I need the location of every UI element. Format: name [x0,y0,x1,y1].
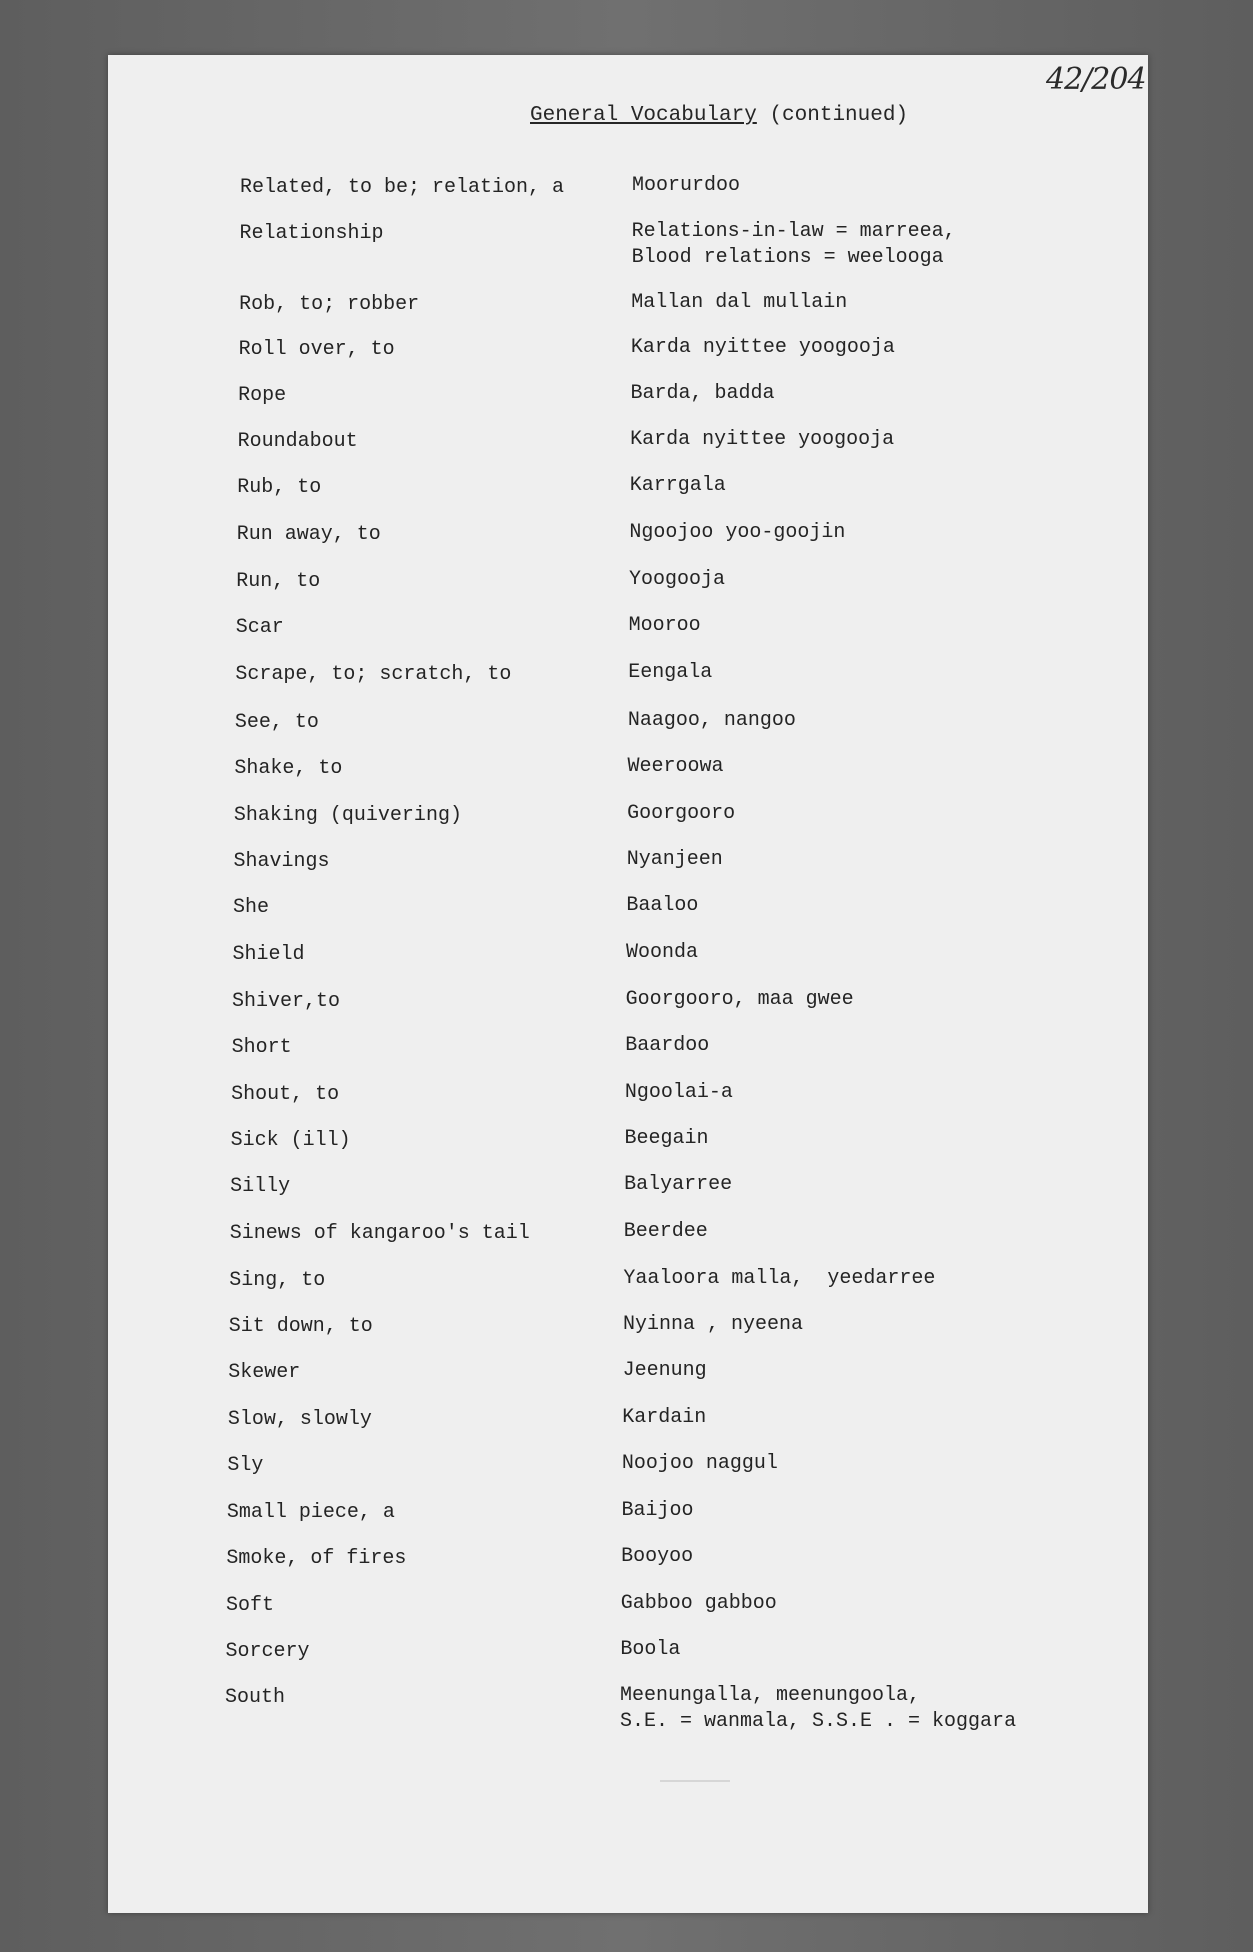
typed-page [108,55,1148,1913]
vocabulary-term: Shiver,to [232,990,341,1013]
vocabulary-term: Relationship [239,222,384,245]
vocabulary-term: Shout, to [231,1083,340,1106]
vocabulary-term: She [232,896,269,919]
vocabulary-term: Scar [235,616,284,639]
vocabulary-definition: Beegain [624,1127,709,1150]
vocabulary-term: Sit down, to [228,1315,373,1338]
heading-suffix: (continued) [756,104,909,127]
vocabulary-definition: Karda nyittee yoogooja [630,428,895,451]
vocabulary-term: Slow, slowly [227,1408,372,1431]
vocabulary-term: Skewer [228,1361,301,1384]
page-heading [530,104,908,127]
vocabulary-definition: Jeenung [622,1359,707,1382]
vocabulary-definition: Barda, badda [630,382,775,405]
vocabulary-term: Shake, to [234,757,343,780]
vocabulary-term: Sorcery [225,1640,310,1663]
vocabulary-definition: Moorurdoo [632,174,741,197]
vocabulary-definition: Nyanjeen [626,848,723,871]
vocabulary-definition: Yoogooja [629,568,726,591]
vocabulary-term: Run, to [236,570,321,593]
vocabulary-term: Scrape, to; scratch, to [235,663,512,686]
vocabulary-definition: Goorgooro [627,802,736,825]
vocabulary-definition: Boola [620,1638,681,1661]
vocabulary-term: Shavings [233,850,330,873]
vocabulary-definition: Naagoo, nangoo [627,709,796,732]
vocabulary-definition: Gabboo gabboo [620,1592,777,1615]
vocabulary-definition: Kardain [622,1406,707,1429]
heading-title: General Vocabulary [530,104,757,127]
vocabulary-term: Sly [227,1454,264,1477]
vocabulary-definition: Balyarree [624,1173,733,1196]
vocabulary-term: Small piece, a [226,1501,395,1524]
vocabulary-term: Shaking (quivering) [233,804,462,827]
vocabulary-definition: Weeroowa [627,755,724,778]
vocabulary-term: South [225,1686,286,1709]
vocabulary-definition: Beerdee [623,1220,708,1243]
vocabulary-definition: Baijoo [621,1499,694,1522]
vocabulary-term: Shield [232,943,305,966]
vocabulary-definition: Meenungalla, meenungoola, S.E. = wanmala, S.S.E . = koggara [620,1684,1017,1733]
vocabulary-term: Sing, to [229,1269,326,1292]
vocabulary-term: Silly [230,1175,291,1198]
vocabulary-definition: Karda nyittee yoogooja [630,336,895,359]
vocabulary-definition: Eengala [628,661,713,684]
vocabulary-definition: Mooroo [628,614,701,637]
paper-smudge [660,1780,730,1782]
vocabulary-term: See, to [234,711,319,734]
vocabulary-definition: Nyinna , nyeena [623,1313,804,1336]
vocabulary-term: Sick (ill) [230,1129,351,1152]
vocabulary-term: Short [231,1036,292,1059]
vocabulary-term: Run away, to [236,523,381,546]
page-reference-number: 42/204 [1046,62,1146,97]
vocabulary-term: Soft [225,1594,274,1617]
vocabulary-term: Rope [238,384,287,407]
vocabulary-definition: Yaaloora malla, yeedarree [623,1267,936,1290]
vocabulary-definition: Mallan dal mullain [631,291,848,314]
vocabulary-term: Rub, to [237,476,322,499]
vocabulary-definition: Ngoojoo yoo-goojin [629,521,846,544]
vocabulary-definition: Karrgala [629,474,726,497]
vocabulary-definition: Woonda [626,941,699,964]
vocabulary-term: Sinews of kangaroo's tail [229,1222,530,1245]
vocabulary-definition: Ngoolai-a [624,1081,733,1104]
vocabulary-term: Rob, to; robber [239,293,420,316]
vocabulary-term: Roundabout [237,430,358,453]
vocabulary-definition: Baardoo [625,1034,710,1057]
vocabulary-definition: Noojoo naggul [621,1452,778,1475]
vocabulary-definition: Goorgooro, maa gwee [625,988,854,1011]
vocabulary-definition: Booyoo [621,1545,694,1568]
vocabulary-term: Smoke, of fires [226,1547,407,1570]
vocabulary-term: Related, to be; relation, a [240,176,565,199]
vocabulary-definition: Relations-in-law = marreea, Blood relations = weelooga [631,220,956,269]
vocabulary-definition: Baaloo [626,894,699,917]
vocabulary-term: Roll over, to [238,338,395,361]
